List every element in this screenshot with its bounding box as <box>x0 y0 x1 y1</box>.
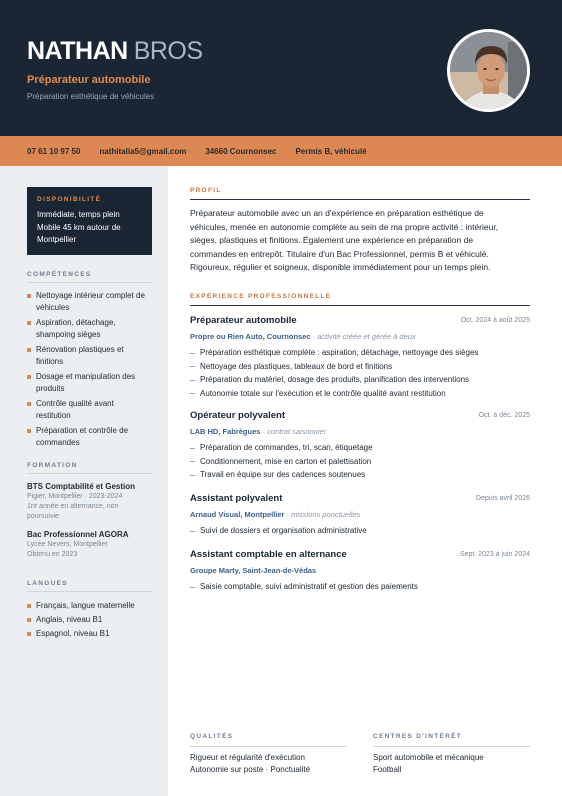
education-item <box>27 529 152 560</box>
qualities-heading: QUALITÉS <box>190 733 347 747</box>
interests-section <box>373 733 530 776</box>
experience-role: Assistant comptable en alternance <box>190 549 347 560</box>
availability-line: Mobile 45 km autour de <box>37 222 121 232</box>
experience-date: Depuis avril 2026 <box>475 495 530 502</box>
experience-role: Assistant polyvalent <box>190 493 283 504</box>
skill-line: Contrôle qualité avant <box>36 399 114 408</box>
qualities-section <box>190 733 347 776</box>
skill-line: Préparation et contrôle de <box>36 426 129 435</box>
experience-company: Propre ou Rien Auto, Cournonsec <box>190 332 311 341</box>
experience-date: Oct. 2024 à août 2025 <box>460 317 530 324</box>
availability-line: Montpellier <box>37 235 77 244</box>
interest-line: Sport automobile et mécanique <box>373 753 484 762</box>
contact-phone[interactable]: 07 61 10 97 50 <box>27 146 81 156</box>
profile-line: commandes en entrepôt. Titulaire d'un Bac Professionnel, permis B et véhiculé. <box>190 248 489 259</box>
contact-email[interactable]: nathitalia5@gmail.com <box>99 146 187 156</box>
skill-line: produits <box>36 384 65 393</box>
availability-heading: DISPONIBILITÉ <box>37 196 102 203</box>
skill-line: restitution <box>36 411 71 420</box>
first-name: NATHAN <box>27 37 128 65</box>
experience-bullet: Préparation de commandes, tri, scan, étiquetage <box>190 441 530 455</box>
full-name <box>27 36 203 66</box>
last-name: BROS <box>133 37 203 65</box>
education-line: 1re année en alternance, non <box>27 503 119 510</box>
experience-bullet: Nettoyage des plastiques, tableaux de bord et finitions <box>190 360 530 374</box>
education-heading: FORMATION <box>27 462 152 474</box>
experience-bullet: Préparation du matériel, dosage des produits, planification des interventions <box>190 373 530 387</box>
profile-text <box>190 207 530 275</box>
experience-bullet: Travail en équipe sur des cadences soutenues <box>190 468 530 482</box>
skill-item <box>27 317 152 341</box>
experience-role: Préparateur automobile <box>190 315 297 326</box>
experience-company: Arnaud Visual, Montpellier <box>190 510 285 519</box>
skill-item <box>27 425 152 449</box>
languages-section <box>27 580 152 640</box>
language-item: Français, langue maternelle <box>27 600 152 612</box>
education-line: Obtenu en 2023 <box>27 551 78 558</box>
experience-item <box>190 410 530 482</box>
skill-line: Rénovation plastiques et <box>36 345 124 354</box>
experience-bullet: Saisie comptable, suivi administratif et gestion des paiements <box>190 580 530 594</box>
profile-section <box>190 187 530 275</box>
skill-line: finitions <box>36 357 64 366</box>
skill-item <box>27 344 152 368</box>
skill-item <box>27 398 152 422</box>
education-section <box>27 462 152 560</box>
contact-license: Permis B, véhiculé <box>295 146 367 156</box>
profile-line: sièges, plastiques et finitions. Également une expérience en préparation de <box>190 235 474 245</box>
contact-city: 34660 Cournonsec <box>205 146 277 156</box>
skills-heading: COMPÉTENCES <box>27 271 152 283</box>
availability-box <box>27 187 152 255</box>
experience-heading: EXPÉRIENCE PROFESSIONNELLE <box>190 293 530 306</box>
skill-line: Nettoyage intérieur complet de <box>36 291 145 300</box>
experience-note: · missions ponctuelles <box>284 510 361 519</box>
experience-company: LAB HD, Fabrègues <box>190 427 261 436</box>
skill-line: shampoing sièges <box>36 330 101 339</box>
language-item: Espagnol, niveau B1 <box>27 628 152 640</box>
language-item: Anglais, niveau B1 <box>27 614 152 626</box>
skill-line: commandes <box>36 438 80 447</box>
quality-line: Autonomie sur poste · Ponctualité <box>190 765 311 774</box>
experience-bullet: Suivi de dossiers et organisation administrative <box>190 524 530 538</box>
skill-item <box>27 371 152 395</box>
experience-note: · contrat saisonnier <box>260 427 327 436</box>
education-item <box>27 481 152 522</box>
experience-bullet: Conditionnement, mise en carton et palettisation <box>190 455 530 469</box>
sidebar <box>0 166 168 796</box>
profile-line: véhicules, menée en autonomie complète au sein de ma propre activité : intérieur, <box>190 221 499 232</box>
skill-line: Dosage et manipulation des <box>36 372 136 381</box>
experience-role: Opérateur polyvalent <box>190 410 286 421</box>
education-line: Pigier, Montpellier · 2023-2024 <box>27 493 123 500</box>
experience-company-line <box>190 509 530 520</box>
experience-company-line <box>190 331 530 342</box>
profile-line: Préparateur automobile avec un an d'expérience en préparation esthétique de <box>190 208 484 218</box>
experience-note: · activité créée et gérée à deux <box>310 332 416 341</box>
job-title: Préparateur automobile <box>27 74 151 86</box>
education-line: poursuivie <box>27 513 59 520</box>
education-title: Bac Professionnel AGORA <box>27 530 129 539</box>
experience-item <box>190 549 530 594</box>
experience-bullet: Préparation esthétique complète : aspiration, détachage, nettoyage des sièges <box>190 346 530 360</box>
skill-item <box>27 290 152 314</box>
profile-line: Rigoureux, régulier et soigneux, disponible immédiatement pour un temps plein. <box>190 262 491 272</box>
header <box>0 0 562 136</box>
experience-section <box>190 293 530 306</box>
skill-line: véhicules <box>36 303 70 312</box>
education-line: Lycée Nevers, Montpellier <box>27 541 108 548</box>
profile-heading: PROFIL <box>190 187 530 200</box>
skills-section <box>27 271 152 449</box>
experience-item <box>190 315 530 400</box>
profile-photo <box>447 29 530 112</box>
interest-line: Football <box>373 765 402 774</box>
experience-company: Groupe Marty, Saint-Jean-de-Védas <box>190 566 317 575</box>
education-title: BTS Comptabilité et Gestion <box>27 482 136 491</box>
job-subtitle: Préparation esthétique de véhicules <box>27 92 155 101</box>
experience-company-line <box>190 426 530 437</box>
languages-heading: LANGUES <box>27 580 152 592</box>
experience-date: Sept. 2023 à juin 2024 <box>459 551 530 558</box>
availability-line: Immédiate, temps plein <box>37 210 120 219</box>
contact-bar <box>0 136 562 166</box>
skill-line: Aspiration, détachage, <box>36 318 116 327</box>
profile-photo-image <box>450 32 530 112</box>
experience-bullet: Autonomie totale sur l'exécution et le contrôle qualité avant restitution <box>190 387 530 401</box>
experience-date: Oct. à déc. 2025 <box>478 412 530 419</box>
experience-company-line <box>190 565 530 576</box>
experience-item <box>190 493 530 538</box>
interests-heading: CENTRES D'INTÉRÊT <box>373 733 530 747</box>
quality-line: Rigueur et régularité d'exécution <box>190 753 305 762</box>
